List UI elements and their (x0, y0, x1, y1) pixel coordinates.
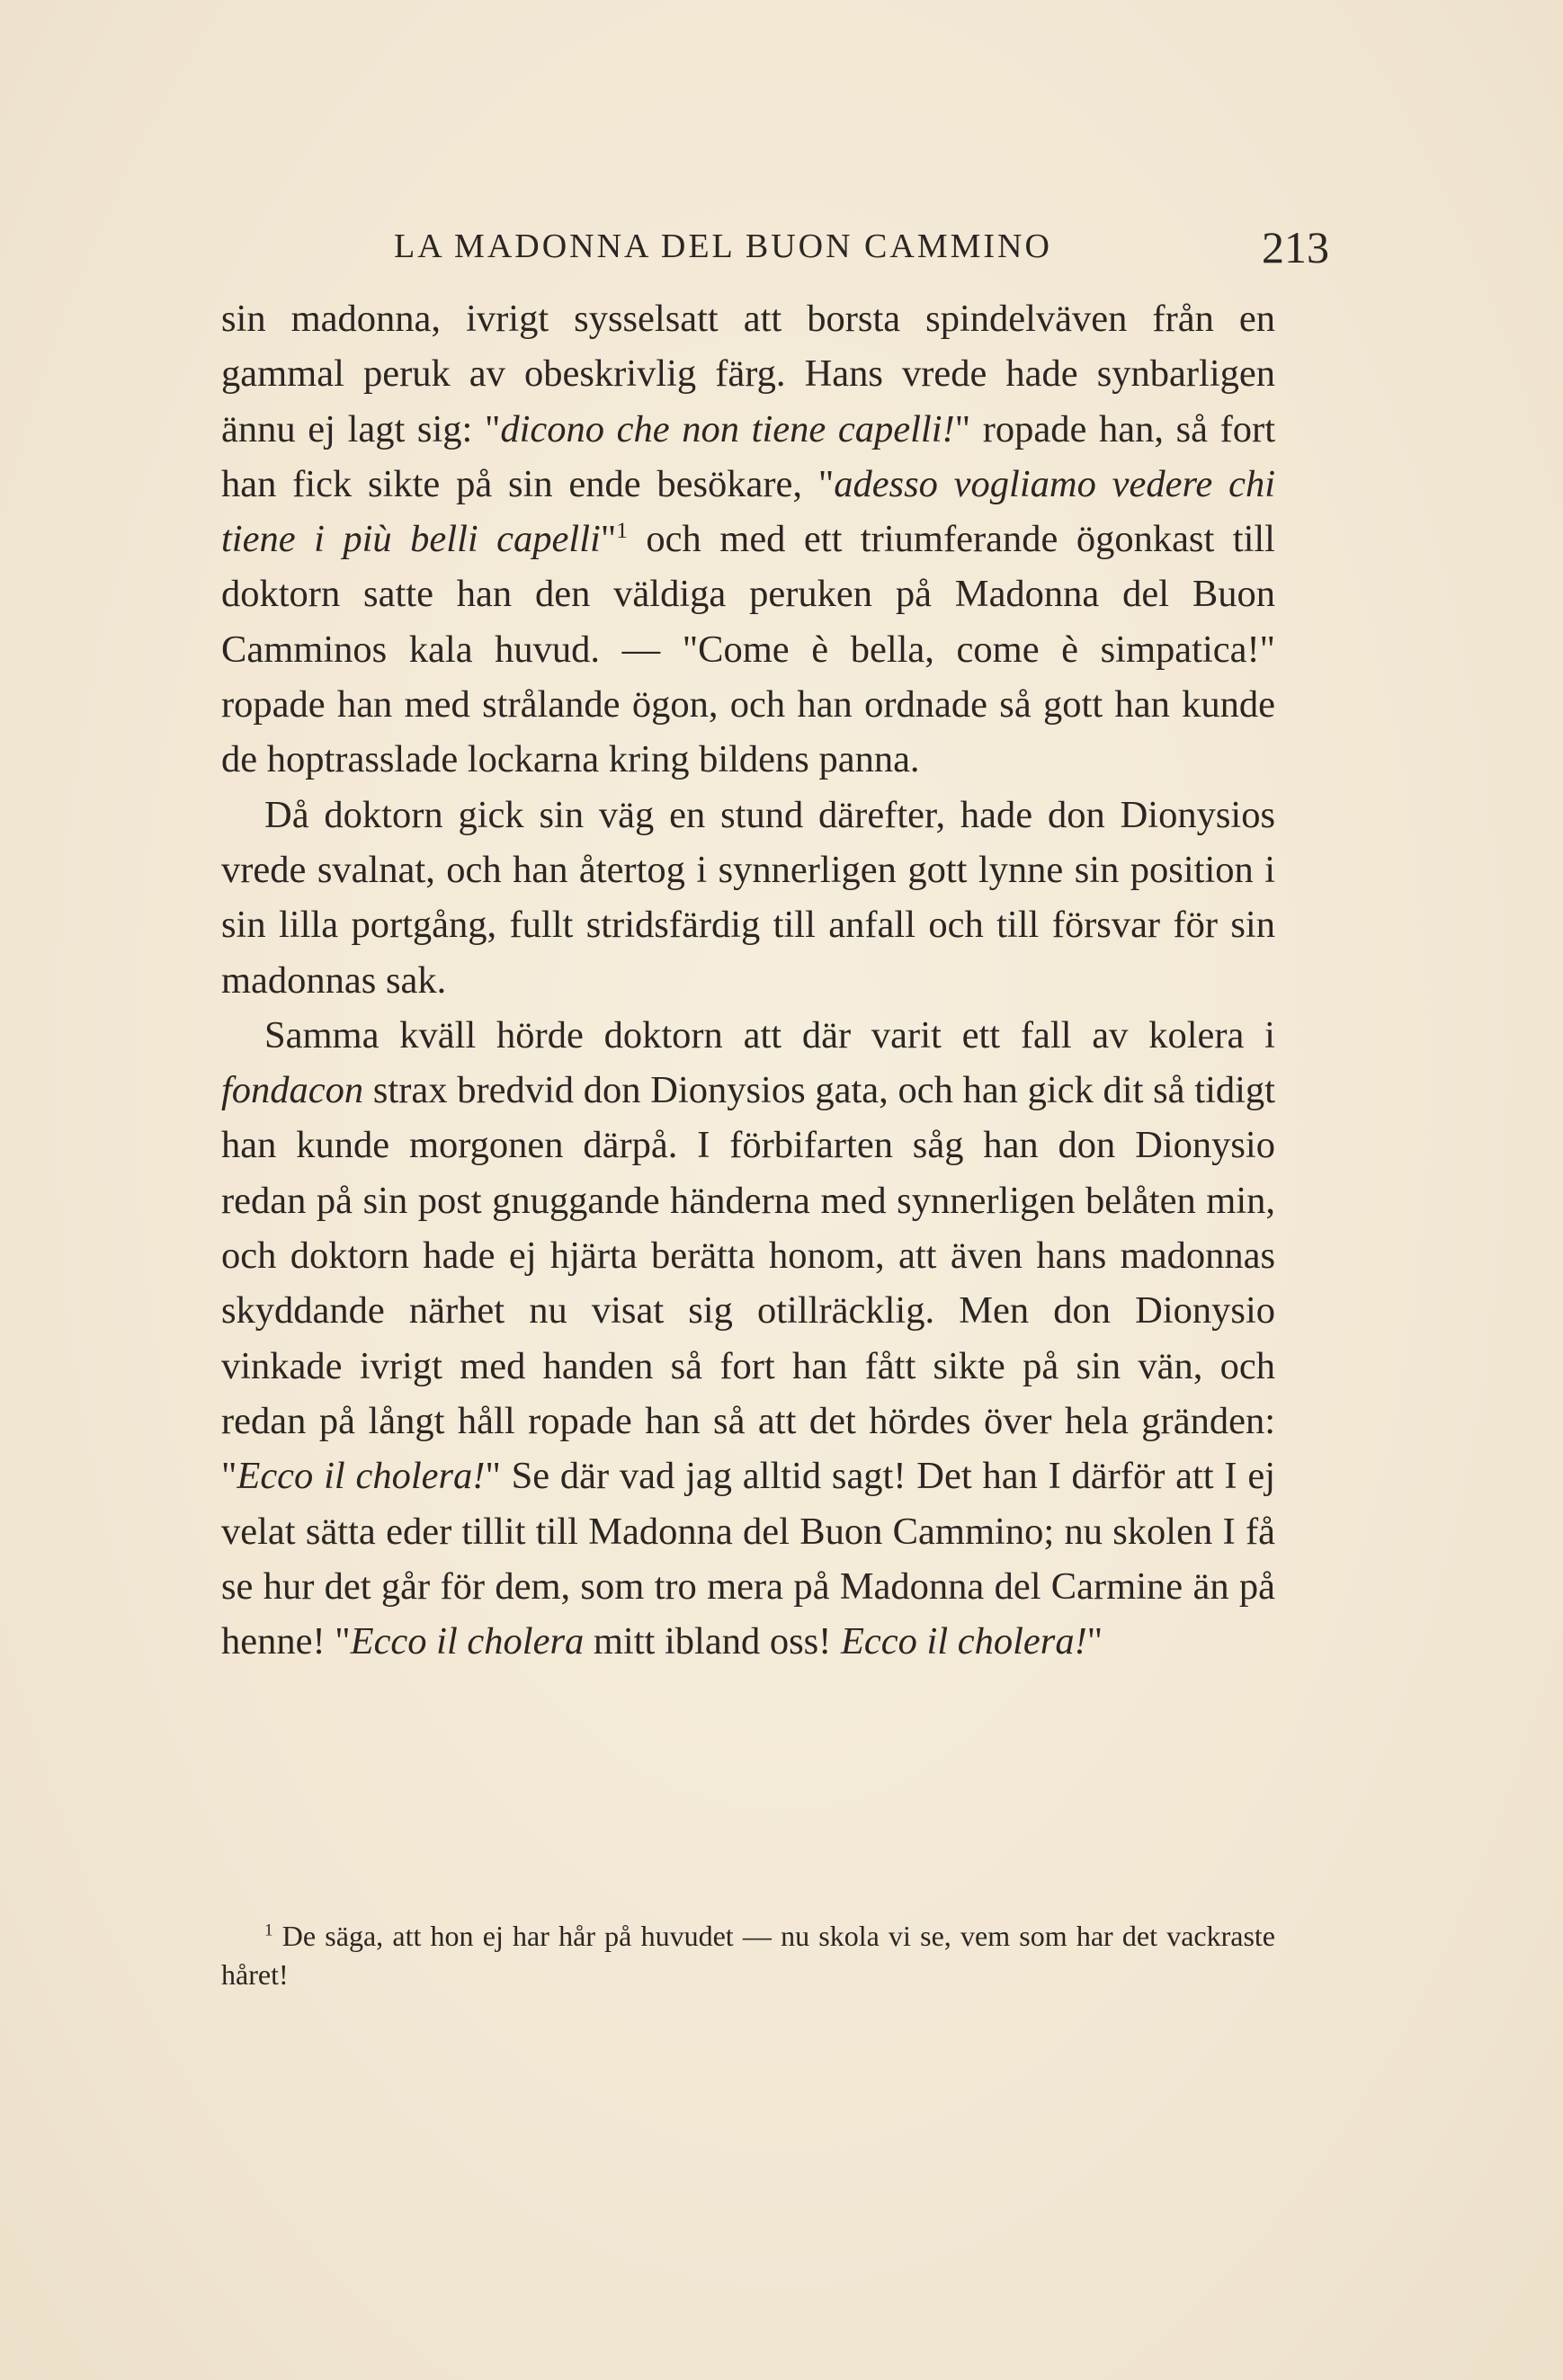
italic-text: Ecco il cholera! (840, 1620, 1087, 1663)
paragraph (221, 788, 1275, 1008)
running-title: LA MADONNA DEL BUON CAMMINO (394, 227, 1052, 265)
text-run: " (600, 518, 617, 561)
italic-text: fondacon (221, 1069, 364, 1112)
text-run: mitt ibland oss! (584, 1620, 841, 1663)
footnote (221, 1917, 1275, 1994)
text-run: strax bredvid don Dionysios gata, och han gick dit så tidigt han kunde morgonen därpå. I förbifarten såg han don Dionysio redan på sin post gnuggande händerna med synnerligen belåten min, och doktorn hade ej hjärta berätta honom, att även hans madonnas skyddande närhet nu visat sig otillräcklig. Men don Dionysio vinkade ivrigt med handen så fort han fått sikte på sin vän, och redan på långt håll ropade han så att det hördes över hela gränden: " (221, 1069, 1275, 1498)
footnotes (221, 1917, 1275, 1994)
text-run: Samma kväll hörde doktorn att där varit ett fall av kolera i (264, 1013, 1275, 1056)
text-run: sin madonna, ivrigt sysselsatt att borsta spindelväven från en gammal peruk av obeskrivlig färg. Hans vrede hade synbarligen ännu ej lagt sig: " (221, 298, 1275, 450)
paragraph (221, 1008, 1275, 1670)
text-run: " (1086, 1620, 1103, 1663)
text-run: och med ett triumferande ögonkast till doktorn satte han den väldiga peruken på Madonna del Buon Camminos kala huvud. — "Come è bella, come è simpatica!" ropade han med strålande ögon, och han ordnade så gott han kunde de hoptrasslade lockarna kring bildens panna. (221, 518, 1275, 781)
paragraph (221, 291, 1275, 788)
italic-text: dicono che non tiene capelli! (500, 407, 955, 450)
footnote-text: De säga, att hon ej har hår på huvudet — nu skola vi se, vem som har det vackraste håret! (221, 1920, 1275, 1991)
italic-text: Ecco il cholera! (237, 1455, 486, 1498)
text-run: " Se där vad jag alltid sagt! Det han I därför att I ej velat sätta eder tillit till Madonna del Buon Cammino; nu skolen I få se hur det går för dem, som tro mera på Madonna del Carmine än på henne! " (221, 1455, 1276, 1663)
footnote-reference: 1 (616, 517, 628, 544)
italic-text: Ecco il cholera (350, 1620, 585, 1663)
body-text (221, 291, 1275, 1669)
text-run: Då doktorn gick sin väg en stund därefter, hade don Dionysios vrede svalnat, och han återtog i synnerligen gott lynne sin position i sin lilla portgång, fullt stridsfärdig till anfall och till försvar för sin madonnas sak. (221, 793, 1275, 1002)
page-header (394, 222, 1329, 281)
italic-text: adesso vogliamo vedere chi tiene i più belli capelli (221, 462, 1276, 561)
footnote-marker: 1 (264, 1921, 273, 1940)
page-number: 213 (1262, 222, 1329, 272)
text-run: " ropade han, så fort han fick sikte på sin ende besökare, " (221, 407, 1275, 505)
